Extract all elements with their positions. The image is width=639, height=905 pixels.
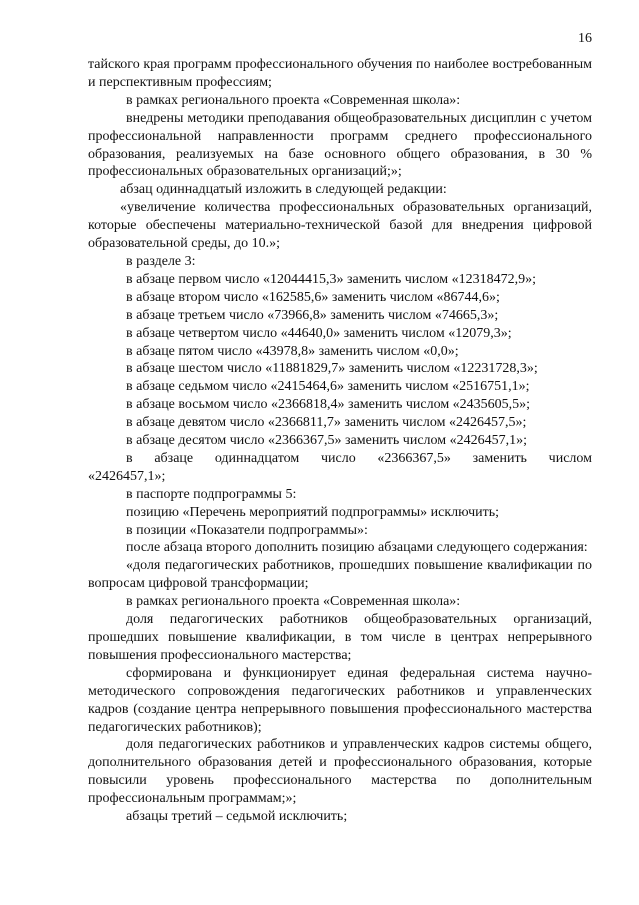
- paragraph: в абзаце седьмом число «2415464,6» заменить числом «2516751,1»;: [126, 379, 530, 395]
- paragraph: в позиции «Показатели подпрограммы»:: [126, 522, 368, 538]
- paragraph: «доля педагогических работников, прошедших повышение квалификации по вопросам цифровой трансформации;: [88, 558, 592, 592]
- paragraph: внедрены методики преподавания общеобразовательных дисциплин с учетом профессиональной направленности программ среднего профессионального образования, реализуемых на базе основного общего образования, в 30 % профессиональных образовательных организаций;»;: [88, 110, 592, 180]
- paragraph: «увеличение количества профессиональных образовательных организаций, которые обеспечены материально-технической базой для внедрения цифровой образовательной среды, до 10.»;: [88, 200, 592, 252]
- paragraph: в рамках регионального проекта «Современная школа»:: [126, 92, 461, 108]
- paragraph: «2426457,1»;: [88, 468, 166, 484]
- paragraph: абзацы третий – седьмой исключить;: [126, 809, 348, 825]
- paragraph: сформирована и функционирует единая федеральная система научно-методического сопровождения педагогических работников и управленческих кадров (создание центра непрерывного повышения профессионального мастерства педагогических работников);: [88, 665, 592, 735]
- paragraph: после абзаца второго дополнить позицию абзацами следующего содержания:: [126, 540, 588, 556]
- page-number: 16: [578, 31, 592, 46]
- paragraph: в абзаце восьмом число «2366818,4» заменить числом «2435605,5»;: [126, 397, 531, 413]
- paragraph: в абзаце десятом число «2366367,5» заменить числом «2426457,1»;: [126, 433, 528, 449]
- paragraph: в рамках регионального проекта «Современная школа»:: [126, 594, 461, 610]
- paragraph: в абзаце третьем число «73966,8» заменить числом «74665,3»;: [126, 307, 499, 323]
- paragraph: позицию «Перечень мероприятий подпрограммы» исключить;: [126, 504, 500, 520]
- paragraph: в абзаце девятом число «2366811,7» заменить числом «2426457,5»;: [126, 415, 527, 431]
- paragraph: доля педагогических работников общеобразовательных организаций, прошедших повышение квалификации, в том числе в центрах непрерывного повышения профессионального мастерства;: [88, 612, 592, 663]
- paragraph: в паспорте подпрограммы 5:: [126, 486, 297, 502]
- paragraph: в абзаце первом число «12044415,3» заменить числом «12318472,9»;: [126, 271, 536, 287]
- paragraph: в абзаце четвертом число «44640,0» заменить числом «12079,3»;: [126, 325, 512, 341]
- paragraph: абзац одиннадцатый изложить в следующей редакции:: [120, 182, 447, 198]
- paragraph: в абзаце шестом число «11881829,7» заменить числом «12231728,3»;: [126, 361, 538, 377]
- paragraph: тайского края программ профессионального обучения по наиболее востребованным и перспективным профессиям;: [88, 57, 592, 90]
- paragraph: в абзаце пятом число «43978,8» заменить числом «0,0»;: [126, 343, 459, 359]
- paragraph: в абзаце втором число «162585,6» заменить числом «86744,6»;: [126, 289, 500, 305]
- paragraph: в абзаце одиннадцатом число «2366367,5» заменить числом: [126, 450, 592, 466]
- paragraph: доля педагогических работников и управленческих кадров системы общего, дополнительного образования детей и профессионального образования, которые повысили уровень профессионального мастерства по дополнительным профессиональным программам;»;: [88, 737, 592, 807]
- document-body: [88, 56, 592, 826]
- paragraph: в разделе 3:: [126, 253, 196, 269]
